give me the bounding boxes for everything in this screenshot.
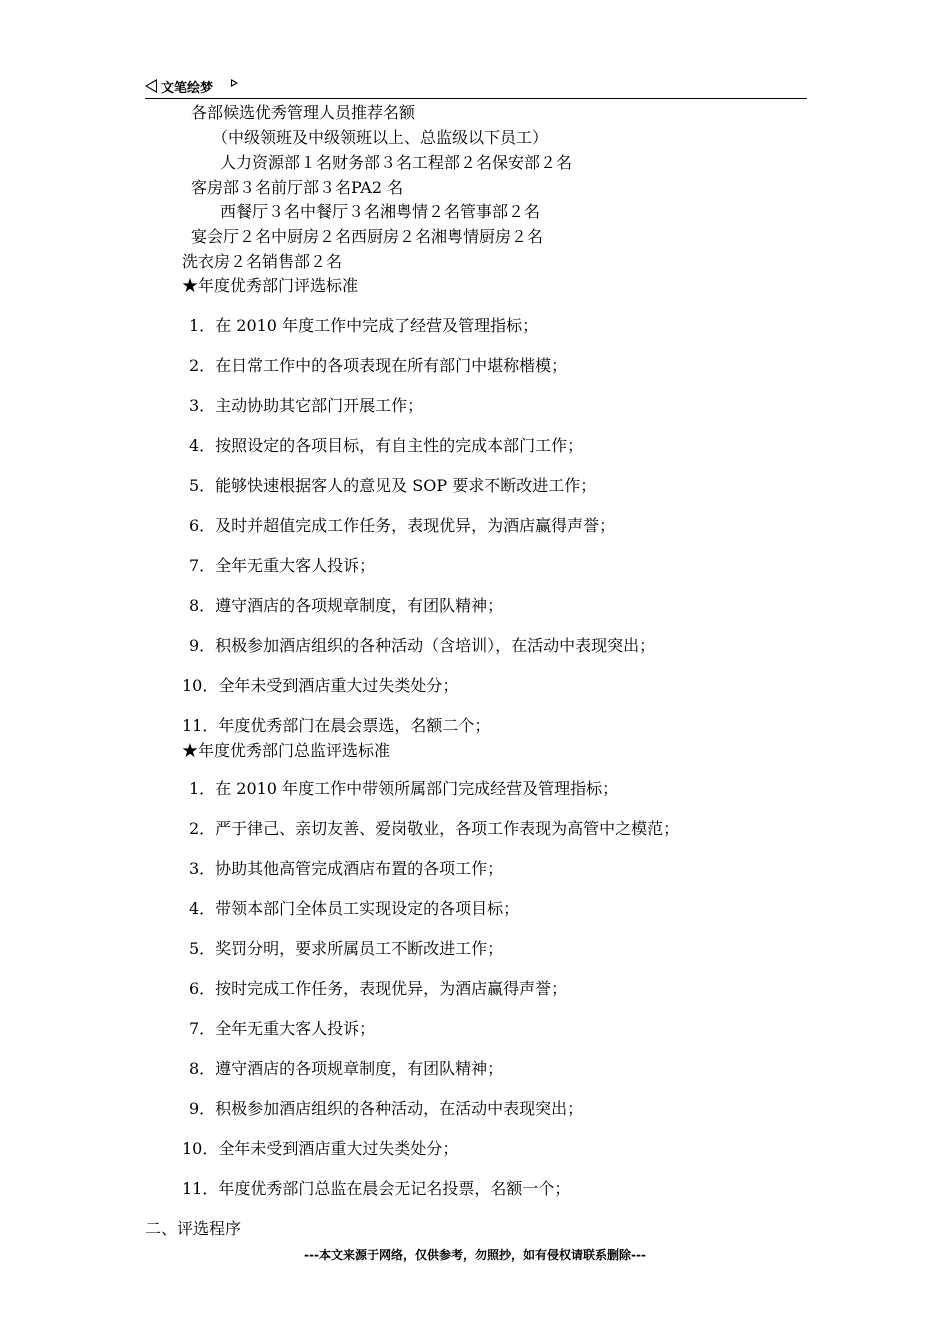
- dept-standard-item: 8．遵守酒店的各项规章制度，有团队精神；: [189, 596, 504, 615]
- director-standard-item: 9．积极参加酒店组织的各种活动，在活动中表现突出；: [189, 1099, 584, 1118]
- dept-standard-item: 5．能够快速根据客人的意见及 SOP 要求不断改进工作；: [189, 476, 597, 495]
- dept-standard-item: 1．在 2010 年度工作中完成了经营及管理指标；: [189, 316, 539, 335]
- director-standard-item: 6．按时完成工作任务，表现优异，为酒店赢得声誉；: [189, 979, 568, 998]
- dept-standard-item: 11．年度优秀部门在晨会票选，名额二个；: [182, 716, 491, 735]
- dept-standard-item: 9．积极参加酒店组织的各种活动（含培训），在活动中表现突出；: [189, 636, 656, 655]
- director-standard-item: 3．协助其他高管完成酒店布置的各项工作；: [189, 859, 504, 878]
- dept-standard-item: 4．按照设定的各项目标，有自主性的完成本部门工作；: [189, 436, 584, 455]
- director-standard-heading: ★年度优秀部门总监评选标准: [182, 741, 391, 760]
- page-footer: ---本文来源于网络，仅供参考，勿照抄，如有侵权请联系删除---: [304, 1248, 646, 1262]
- director-standard-item: 7．全年无重大客人投诉；: [189, 1019, 376, 1038]
- dept-standard-item: 6．及时并超值完成工作任务，表现优异，为酒店赢得声誉；: [189, 516, 616, 535]
- director-standard-item: 11．年度优秀部门总监在晨会无记名投票，名额一个；: [182, 1179, 571, 1198]
- dept-standard-item: 10．全年未受到酒店重大过失类处分；: [182, 676, 459, 695]
- dept-standard-item: 3．主动协助其它部门开展工作；: [189, 396, 424, 415]
- quota-line: 洗衣房２名销售部２名: [182, 252, 343, 271]
- triangle-right-icon: [231, 79, 238, 87]
- quota-line: 西餐厅３名中餐厅３名湘粤情２名管事部２名: [220, 202, 541, 221]
- director-standard-item: 4．带领本部门全体员工实现设定的各项目标；: [189, 899, 520, 918]
- page-header: [145, 72, 807, 99]
- brand-logo: [145, 76, 238, 96]
- triangle-left-icon: [145, 79, 157, 93]
- quota-line: 客房部３名前厅部３名PA2 名: [191, 178, 404, 197]
- quota-line: 人力资源部１名财务部３名工程部２名保安部２名: [220, 153, 573, 172]
- director-standard-item: 1．在 2010 年度工作中带领所属部门完成经营及管理指标；: [189, 779, 619, 798]
- director-standard-item: 5．奖罚分明，要求所属员工不断改进工作；: [189, 939, 504, 958]
- director-standard-item: 10．全年未受到酒店重大过失类处分；: [182, 1139, 459, 1158]
- quota-subtitle: （中级领班及中级领班以上、总监级以下员工）: [212, 128, 549, 147]
- section-heading: 二、评选程序: [145, 1219, 242, 1238]
- dept-standard-item: 2．在日常工作中的各项表现在所有部门中堪称楷模；: [189, 356, 568, 375]
- brand-logo-text: 文笔绘梦: [161, 80, 214, 96]
- quota-title: 各部候选优秀管理人员推荐名额: [191, 103, 416, 122]
- director-standard-item: 2．严于律己、亲切友善、爱岗敬业，各项工作表现为高管中之模范；: [189, 819, 680, 838]
- dept-standard-heading: ★年度优秀部门评选标准: [182, 276, 359, 295]
- director-standard-item: 8．遵守酒店的各项规章制度，有团队精神；: [189, 1059, 504, 1078]
- quota-line: 宴会厅２名中厨房２名西厨房２名湘粤情厨房２名: [191, 227, 544, 246]
- dept-standard-item: 7．全年无重大客人投诉；: [189, 556, 376, 575]
